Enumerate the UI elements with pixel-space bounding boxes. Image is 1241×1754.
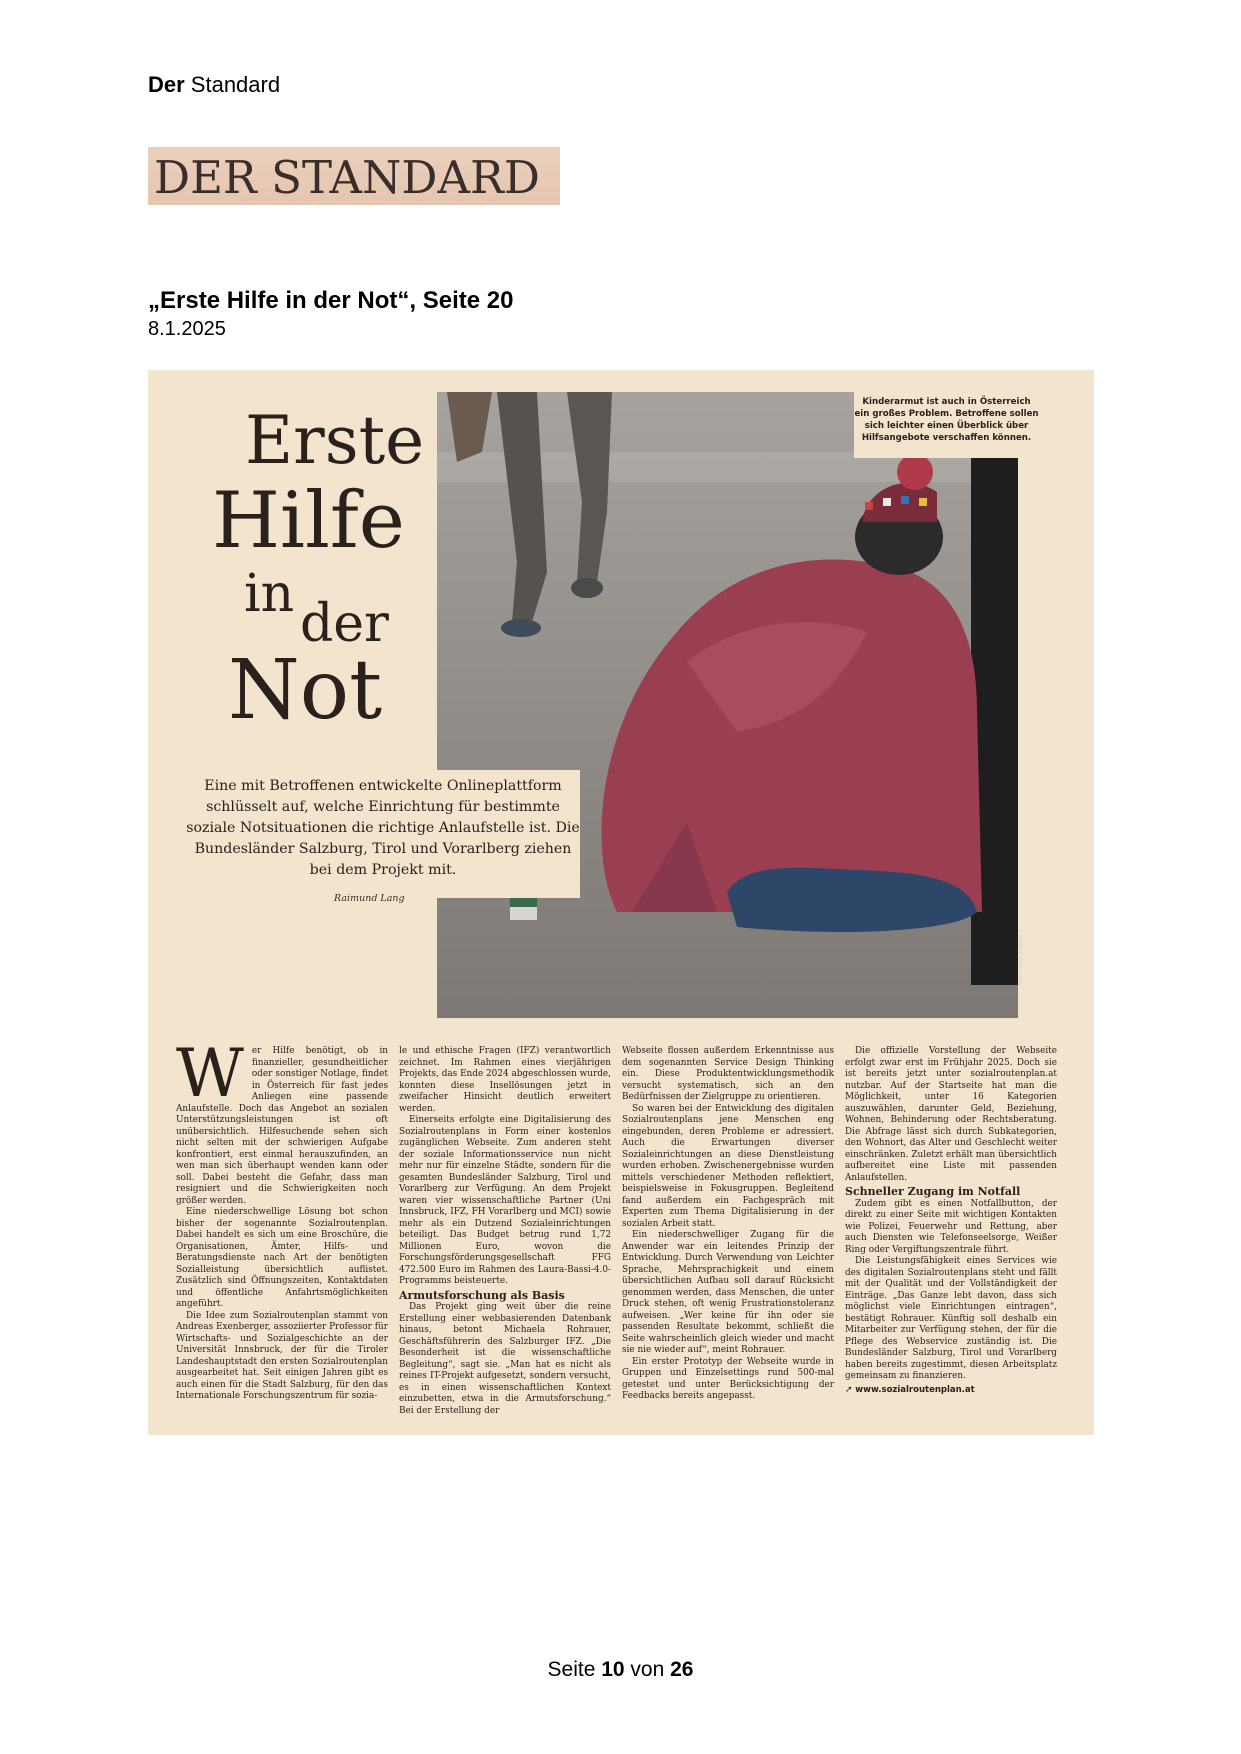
paragraph: Die Leistungsfähigkeit eines Services wie des digitalen Sozialroutenplans steht und fällt mit der Qualität und der Vollständigkeit der Einträge. „Das Ganze lebt davon, dass sich möglichst viele Einrichtungen eintragen“, bestätigt Rohrauer. Künftig soll deshalb ein Mitarbeiter zur Verfügung stehen, der für die Pflege des Webservice zuständig ist. Die Bundesländer Salzburg, Tirol und Vorarlberg haben bereits zugestimmt, diesen Arbeitsplatz gemeinsam zu finanzieren. <box>845 1256 1057 1381</box>
footer-pre: Seite <box>547 1658 602 1681</box>
brand-rest: Standard <box>184 72 281 97</box>
logo-text: DER STANDARD <box>154 151 540 204</box>
newspaper-clipping <box>148 370 1094 1435</box>
arrow-icon: ➚ <box>845 1384 853 1395</box>
paragraph: Die Idee zum Sozialroutenplan stammt von Andreas Exenberger, assoziierter Professor für Wirtschafts- und Sozialgeschichte an der Universität Innsbruck, der für die Tiroler Landeshauptstadt den ersten Sozialroutenplan ausgearbeitet hat. Seit einigen Jahren gibt es auch einen für die Stadt Salzburg, für den das Internationale Forschungszentrum für sozia- <box>176 1310 388 1401</box>
paragraph: Ein niederschwelliger Zugang für die Anwender war ein leitendes Prinzip der Entwicklung. Durch Verwendung von Leichter Sprache, Mehrsprachigkeit und einem übersichtlichen Aufbau soll darauf Rücksicht genommen werden, dass Menschen, die unter Druck stehen, oft wenig Frustrationstoleranz aufweisen. „Wer keine für ihn oder sie passenden Resultate bekommt, schließt die Seite wahrscheinlich gleich wieder und macht sie nie wieder auf“, meint Rohrauer. <box>622 1230 834 1355</box>
article-title: „Erste Hilfe in der Not“, Seite 20 <box>148 287 514 314</box>
paragraph: Die offizielle Vorstellung der Webseite erfolgt zwar erst im Frühjahr 2025. Doch sie ist bereits jetzt unter sozialroutenplan.at nutzbar. Auf der Startseite hat man die Möglichkeit, unter 16 Kategorien auszuwählen, darunter Geld, Beziehung, Wohnen, Behinderung oder Rechtsberatung. Die Abfrage lässt sich durch Subkategorien, den Wohnort, das Alter und Geschlecht weiter einschränken. Zuletzt erhält man übersichtlich aufbereitet eine Liste mit passenden Anlaufstellen. <box>845 1046 1057 1183</box>
article-column-4 <box>845 1046 1057 1396</box>
brand-bold: Der <box>148 72 185 97</box>
photo-caption: Kinderarmut ist auch in Österreich ein großes Problem. Betroffene sollen sich leichter einen Überblick über Hilfsangebote verschaffen können. <box>854 392 1039 458</box>
web-link-text: www.sozialroutenplan.at <box>855 1384 975 1395</box>
photo-credit: Foto: Getty Images <box>1018 935 1024 987</box>
drop-cap: W <box>176 1035 244 1112</box>
lead-paragraph: Eine mit Betroffenen entwickelte Onlineplattform schlüsselt auf, welche Einrichtung für bestimmte soziale Notsituationen die richtige Anlaufstelle ist. Die Bundesländer Salzburg, Tirol und Vorarlberg ziehen bei dem Projekt mit. <box>186 770 580 898</box>
article-column-1 <box>176 1035 388 1403</box>
paragraph: Einerseits erfolgte eine Digitalisierung des Sozialroutenplans in Form einer kostenlos zugänglichen Webseite. Zum anderen steht der soziale Informationsservice nun nicht mehr nur für einzelne Städte, sondern für die gesamten Bundesländer Salzburg, Tirol und Vorarlberg zur Verfügung. An dem Projekt waren vier wissenschaftliche Partner (Uni Innsbruck, IFZ, FH Vorarlberg und MCI) sowie mehr als ein Dutzend Sozialeinrichtungen beteiligt. Das Budget betrug rund 1,72 Millionen Euro, wovon die Forschungsförderungsgesellschaft FFG 472.500 Euro im Rahmen des Laura-Bassi-4.0-Programms beisteuerte. <box>399 1115 611 1286</box>
paragraph: Das Projekt ging weit über die reine Erstellung einer webbasierenden Datenbank hinaus, betont Michaela Rohrauer, Geschäftsführerin des Salzburger IFZ. „Die Besonderheit ist die wissenschaftliche Begleitung“, sagt sie. „Man hat es nicht als reines IT-Projekt aufgesetzt, sondern versucht, es in einen wissenschaftlichen Kontext einzubetten, etwa in die Armutsforschung.“ Bei der Erstellung der <box>399 1302 611 1416</box>
headline-word-5: Not <box>228 643 383 738</box>
headline-word-1: Erste <box>245 402 425 479</box>
paragraph: Ein erster Prototyp der Webseite wurde in Gruppen und Einzelsettings rund 500-mal getestet und unter Berücksichtigung der Feedbacks bereits angepasst. <box>622 1356 834 1401</box>
paragraph: Webseite flossen außerdem Erkenntnisse aus dem sogenannten Service Design Thinking ein. Diese Produktentwicklungsmethodik versucht systematisch, sich an den Bedürfnissen der Zielgruppe zu orientieren. <box>622 1046 834 1102</box>
headline-word-4: der <box>300 594 389 654</box>
current-page: 10 <box>601 1658 625 1681</box>
page-footer <box>0 1658 1241 1682</box>
subheading: Schneller Zugang im Notfall <box>845 1185 1021 1198</box>
web-link[interactable] <box>845 1385 1057 1397</box>
homeless-person-photo <box>437 392 1018 1018</box>
paragraph: So waren bei der Entwicklung des digitalen Sozialroutenplans jene Menschen eng eingebunden, deren Probleme er adressiert. Auch die Erwartungen diverser Sozialeinrichtungen an diese Dienstleistung wurden erhoben. Zwischenergebnisse wurden mittels verschiedener Methoden reflektiert, beispielsweise in Fokusgruppen. Begleitend fand außerdem ein Fachgespräch mit Experten zum Thema Digitalisierung in der sozialen Arbeit statt. <box>622 1103 834 1229</box>
article-column-2 <box>399 1046 611 1417</box>
source-header <box>148 72 280 98</box>
headline-word-3: in <box>244 564 295 624</box>
total-pages: 26 <box>670 1658 694 1681</box>
headline-word-2: Hilfe <box>212 476 405 566</box>
paragraph: Zudem gibt es einen Notfallbutton, der direkt zu einer Seite mit wichtigen Kontakten wie Polizei, Feuerwehr und Rettung, aber auch Diensten wie Telefonseelsorge, Weißer Ring oder Vergiftungszentrale führt. <box>845 1198 1057 1255</box>
footer-mid: von <box>624 1658 671 1681</box>
author-name: Raimund Lang <box>334 893 405 904</box>
paragraph: er Hilfe benötigt, ob in finanzieller, gesundheitlicher oder sonstiger Notlage, findet in Österreich für fast jedes Anliegen eine passende Anlaufstelle. Doch das Angebot an sozialen Unterstützungsleistungen ist oft unübersichtlich. Hilfesuchende sehen sich nicht selten mit der schwierigen Aufgabe konfrontiert, erst einmal herauszufinden, an wen man sich überhaupt wenden kann oder soll. Dabei besteht die Gefahr, dass man resigniert und die Schwierigkeiten noch größer werden. <box>176 1046 388 1206</box>
paragraph: le und ethische Fragen (IFZ) verantwortlich zeichnet. Im Rahmen eines vierjährigen Projekts, das Ende 2024 abgeschlossen wurde, konnten diese Insellösungen jetzt in zweifacher Hinsicht deutlich erweitert werden. <box>399 1046 611 1114</box>
article-date: 8.1.2025 <box>148 318 226 340</box>
subheading: Armutsforschung als Basis <box>399 1288 565 1302</box>
article-photo <box>437 392 1018 1018</box>
newspaper-logo <box>148 147 560 205</box>
article-column-3 <box>622 1046 834 1403</box>
paragraph: Eine niederschwellige Lösung bot schon bisher der sogenannte Sozialroutenplan. Dabei handelt es sich um eine Broschüre, die Organisationen, Ämter, Hilfs- und Beratungsdienste nach Art der benötigten Sozialleistung übersichtlich auflistet. Zusätzlich sind Öffnungszeiten, Kontaktdaten und öffentliche Anfahrtsmöglichkeiten angeführt. <box>176 1207 388 1309</box>
